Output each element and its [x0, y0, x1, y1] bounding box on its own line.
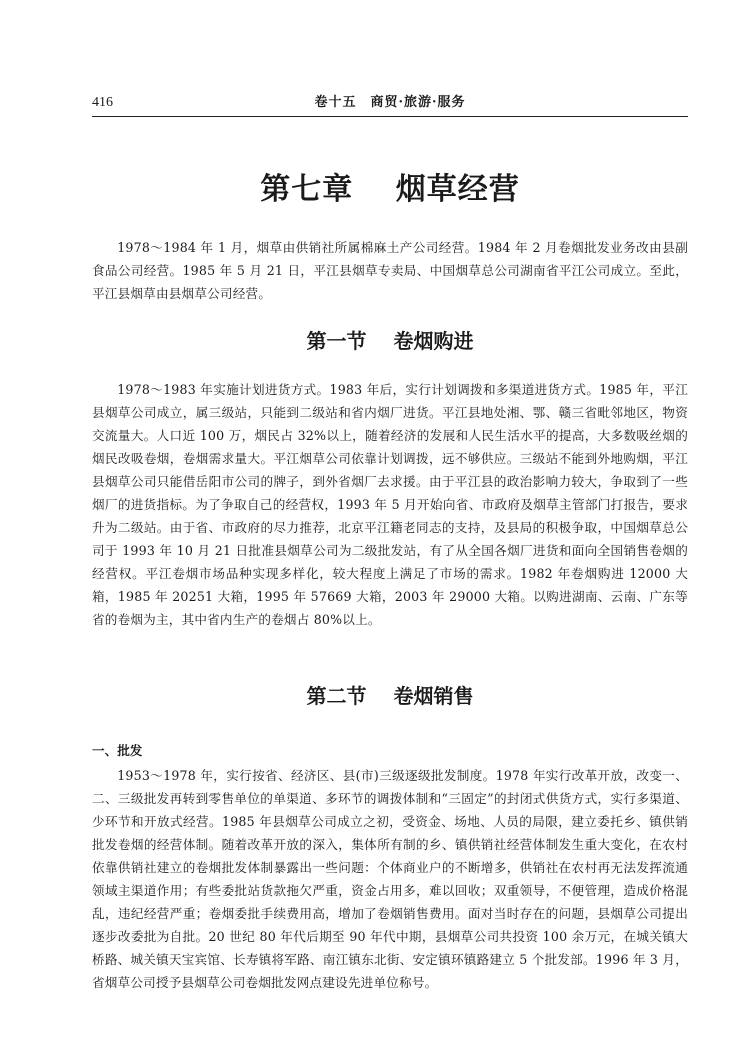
header-rule	[92, 116, 688, 117]
chapter-intro-paragraph: 1978～1984 年 1 月，烟草由供销社所属棉麻土产公司经营。1984 年 2 月卷烟批发业务改由县副食品公司经营。1985 年 5 月 21 日，平江县烟草专卖局、中国烟草总公司湖南省平江公司成立。至此，平江县烟草由县烟草公司经营。	[92, 240, 688, 301]
section-2-subheading: 一、批发	[92, 743, 143, 758]
page-header	[92, 94, 688, 116]
section-1-title: 第一节 卷烟购进	[306, 329, 474, 353]
section-2-title: 第二节 卷烟销售	[306, 684, 474, 708]
section-1-paragraph: 1978～1983 年实施计划进货方式。1983 年后，实行计划调拨和多渠道进货方式。1985 年，平江县烟草公司成立，属三级站，只能到二级站和省内烟厂进货。平江县地处湘、鄂、赣三省毗邻地区，物资交流量大。人口近 100 万，烟民占 32%以上，随着经济的发展和人民生活水平的提高，大多数吸丝烟的烟民改吸卷烟，卷烟需求量大。平江烟草公司依靠计划调拨，远不够供应。三级站不能到外地购烟，平江县烟草公司只能借岳阳市公司的牌子，到外省烟厂去求援。由于平江县的政治影响力较大，争取到了一些烟厂的进货指标。为了争取自己的经营权，1993 年 5 月开始向省、市政府及烟草主管部门打报告，要求升为二级站。由于省、市政府的尽力推荐，北京平江籍老同志的支持，及县局的积极争取，中国烟草总公司于 1993 年 10 月 21 日批准县烟草公司为二级批发站，有了从全国各烟厂进货和面向全国销售卷烟的经营权。平江卷烟市场品种实现多样化，较大程度上满足了市场的需求。1982 年卷烟购进 12000 大箱，1985 年 20251 大箱，1995 年 57669 大箱，2003 年 29000 大箱。以购进湖南、云南、广东等省的卷烟为主，其中省内生产的卷烟占 80%以上。	[92, 382, 688, 627]
section-2-paragraph: 1953～1978 年，实行按省、经济区、县(市)三级逐级批发制度。1978 年实行改革开放，改变一、二、三级批发再转到零售单位的单渠道、多环节的调拨体制和“三固定”的封闭式供货方式，实行多渠道、少环节和开放式经营。1985 年县烟草公司成立之初，受资金、场地、人员的局限，建立委托乡、镇供销批发卷烟的经营体制。随着改革开放的深入，集体所有制的乡、镇供销社经营体制发生重大变化，在农村依靠供销社建立的卷烟批发体制暴露出一些问题：个体商业户的不断增多，供销社在农村再无法发挥流通领域主渠道作用；有些委批站货款拖欠严重，资金占用多，难以回收；双重领导，不便管理，造成价格混乱，违纪经营严重；卷烟委批手续费用高，增加了卷烟销售费用。面对当时存在的问题，县烟草公司提出逐步改委批为自批。20 世纪 80 年代后期至 90 年代中期，县烟草公司共投资 100 余万元，在城关镇大桥路、城关镇天宝宾馆、长寿镇将军路、南江镇东北街、安定镇环镇路建立 5 个批发部。1996 年 3 月，省烟草公司授予县烟草公司卷烟批发网点建设先进单位称号。	[92, 768, 688, 990]
chapter-title: 第七章 烟草经营	[260, 172, 520, 207]
running-title: 卷十五 商贸·旅游·服务	[314, 95, 466, 110]
page-number: 416	[92, 95, 113, 110]
